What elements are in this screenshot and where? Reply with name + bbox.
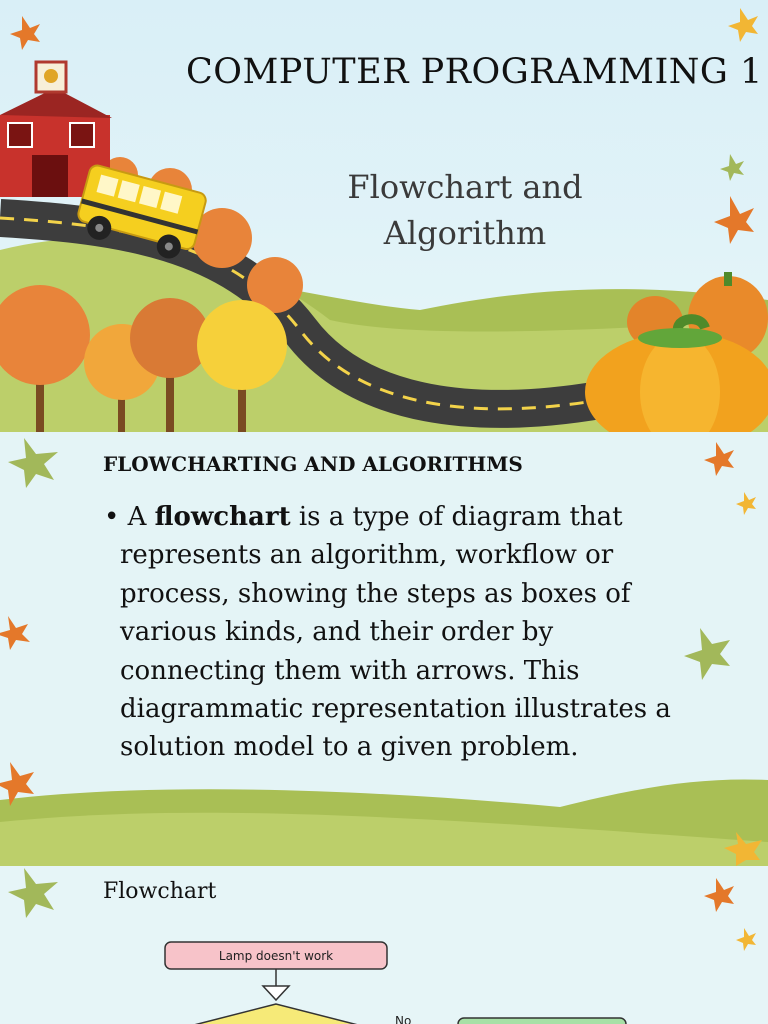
slide-subtitle: [300, 164, 630, 256]
title-slide: [0, 0, 768, 432]
bullet-prefix: A: [127, 502, 155, 532]
flowchart-slide: [0, 866, 768, 1024]
section-heading: FLOWCHARTING AND ALGORITHMS: [103, 452, 523, 476]
flowchart-arrowhead: [263, 986, 289, 1000]
flowchart-start-label: Lamp doesn't work: [218, 949, 334, 963]
subtitle-line-1: Flowchart and: [347, 168, 583, 206]
slide3-heading: Flowchart: [103, 879, 217, 904]
slide-title: COMPUTER PROGRAMMING 1: [186, 52, 763, 92]
subtitle-line-2: Algorithm: [383, 214, 547, 252]
flowchart-decision: [190, 1004, 362, 1024]
flowchart-action-box: [458, 1018, 626, 1024]
bullet-text: is a type of diagram that represents an algorithm, workflow or process, showing the steps as boxes of various kinds, and their order by connecting them with arrows. This diagrammatic representation illustrates a solution model to a given problem.: [120, 502, 671, 763]
flowchart-no-label: No: [395, 1014, 412, 1024]
definition-slide: [0, 432, 768, 866]
definition-bullet: • A flowchart is a type of diagram that represents an algorithm, workflow or process, showing the steps as boxes of various kinds, and their order by connecting them with arrows. This diagrammatic representation illustrates a solution model to a given problem.: [104, 502, 671, 763]
bullet-bold-term: flowchart: [154, 502, 291, 532]
